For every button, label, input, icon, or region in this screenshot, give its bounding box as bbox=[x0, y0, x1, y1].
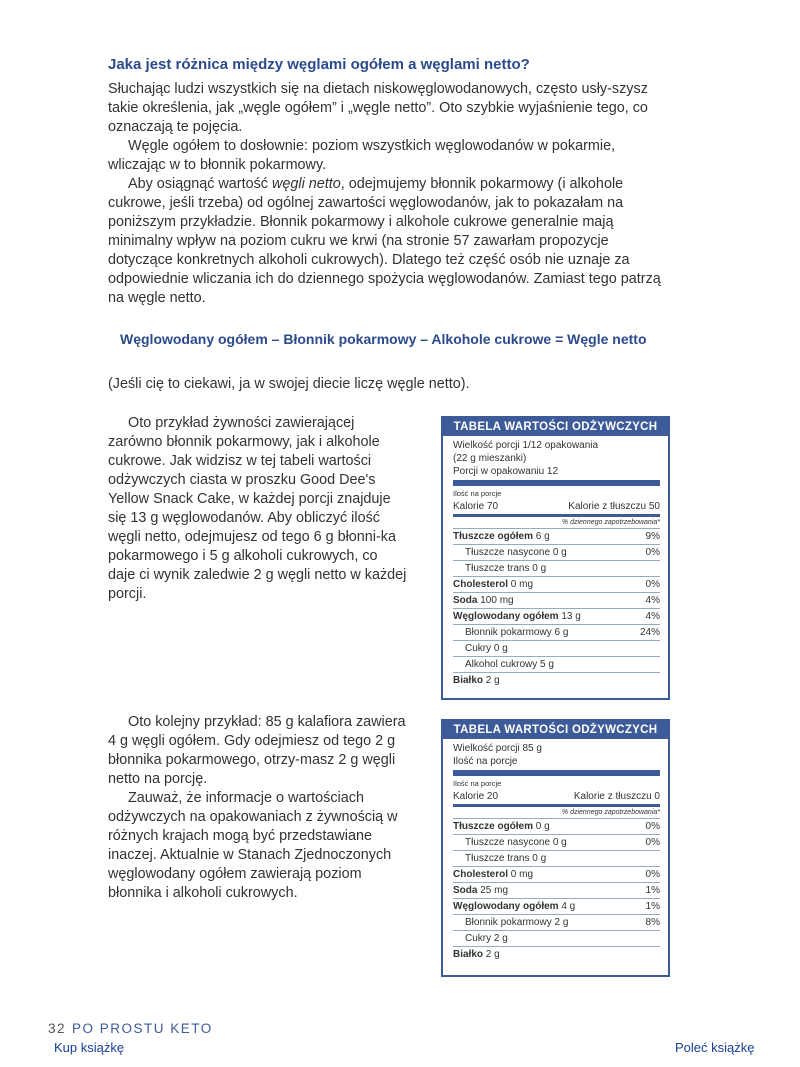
nutrient-label bbox=[453, 625, 568, 640]
nutrient-row bbox=[453, 883, 660, 899]
nutrient-amount: Cukry 2 g bbox=[465, 933, 508, 944]
nutrient-name: Białko bbox=[453, 675, 484, 686]
nutrition-table-2 bbox=[441, 719, 670, 977]
nutrient-daily-value: 24% bbox=[639, 627, 660, 638]
nutrient-row bbox=[453, 545, 660, 561]
nutrient-daily-value: 4% bbox=[645, 611, 660, 622]
example-2-paragraph-2: Zauważ, że informacje o wartościach odżywczych na opakowaniach z żywnością w różnych krajach mogą być przedstawiane inaczej. Aktualnie w Stanach Zjednoczonych węglowodany ogółem zawierają poziom błonnika i alkoholi cukrowych. bbox=[108, 790, 398, 901]
nutrient-daily-value: 0% bbox=[645, 579, 660, 590]
nutrient-name: Białko bbox=[453, 949, 484, 960]
nutrient-row bbox=[453, 577, 660, 593]
nutrient-name: Soda bbox=[453, 595, 478, 606]
nutrient-name: Cholesterol bbox=[453, 869, 509, 880]
nutrient-amount: 4 g bbox=[558, 901, 576, 912]
author-note: (Jeśli cię to ciekawi, ja w swojej diecie liczę węgle netto). bbox=[108, 376, 470, 392]
calories: Kalorie 20 bbox=[453, 791, 499, 802]
calories-row bbox=[453, 499, 660, 517]
nutrient-label bbox=[453, 673, 500, 688]
nutrient-amount: Tłuszcze trans 0 g bbox=[465, 563, 547, 574]
recommend-book-link[interactable]: Poleć książkę bbox=[675, 1040, 755, 1055]
nutrient-daily-value: 0% bbox=[645, 869, 660, 880]
example-1-text bbox=[108, 414, 408, 604]
nutrition-table-title: TABELA WARTOŚCI ODŻYWCZYCH bbox=[443, 721, 668, 739]
nutrient-label bbox=[453, 609, 581, 624]
nutrient-daily-value: 0% bbox=[645, 821, 660, 832]
nutrient-name: Tłuszcze ogółem bbox=[453, 821, 534, 832]
nutrition-table-title: TABELA WARTOŚCI ODŻYWCZYCH bbox=[443, 418, 668, 436]
intro-p3-emphasis: węgli netto bbox=[271, 176, 341, 192]
nutrient-daily-value: 8% bbox=[645, 917, 660, 928]
nutrient-row bbox=[453, 673, 660, 688]
nutrient-label bbox=[453, 867, 533, 882]
nutrient-row bbox=[453, 899, 660, 915]
nutrient-label bbox=[453, 851, 546, 866]
serving-size bbox=[453, 739, 660, 768]
nutrient-daily-value: 1% bbox=[645, 901, 660, 912]
nutrient-amount: 100 mg bbox=[477, 595, 514, 606]
nutrient-daily-value: 4% bbox=[645, 595, 660, 606]
nutrient-name: Tłuszcze ogółem bbox=[453, 531, 534, 542]
example-1-paragraph: Oto przykład żywności zawierającej zarówno błonnik pokarmowy, jak i alkohole cukrowe. Jak widzisz w tej tabeli wartości odżywczych ciasta w proszku Good Dee's Yellow Snack Cake, w każdej porcji znajduje się 13 g węglowodanów. Aby obliczyć ilość węgli netto, odejmujesz od tego 6 g błonni-ka pokarmowego i 5 g alkoholi cukrowych, co daje ci wynik zaledwie 2 g węgli netto w każdej porcji. bbox=[108, 415, 407, 602]
nutrient-amount: Alkohol cukrowy 5 g bbox=[465, 659, 554, 670]
nutrient-row bbox=[453, 931, 660, 947]
nutrient-label bbox=[453, 561, 546, 576]
nutrient-amount: 0 g bbox=[533, 821, 550, 832]
buy-book-link[interactable]: Kup książkę bbox=[54, 1040, 125, 1055]
nutrient-label bbox=[453, 819, 550, 834]
nutrient-label bbox=[453, 577, 533, 592]
divider bbox=[453, 770, 660, 776]
net-carbs-formula: Węglowodany ogółem – Błonnik pokarmowy – Alkohole cukrowe = Węgle netto bbox=[120, 331, 647, 347]
nutrient-label bbox=[453, 899, 575, 914]
nutrient-row bbox=[453, 915, 660, 931]
nutrient-amount: 2 g bbox=[483, 675, 500, 686]
nutrient-label bbox=[453, 835, 567, 850]
nutrient-label bbox=[453, 931, 508, 946]
daily-value-label: % dziennego zapotrzebowania* bbox=[561, 809, 660, 816]
nutrient-amount: Tłuszcze trans 0 g bbox=[465, 853, 547, 864]
intro-paragraph-2: Węgle ogółem to dosłownie: poziom wszystkich węglowodanów w pokarmie, wliczając w to błonnik pokarmowy. bbox=[108, 138, 616, 173]
nutrient-row bbox=[453, 835, 660, 851]
nutrient-label bbox=[453, 529, 550, 544]
nutrient-amount: 2 g bbox=[483, 949, 500, 960]
nutrient-daily-value: 0% bbox=[645, 547, 660, 558]
nutrient-label bbox=[453, 947, 500, 962]
nutrient-amount: 6 g bbox=[533, 531, 550, 542]
daily-value-header bbox=[453, 517, 660, 529]
nutrient-name: Cholesterol bbox=[453, 579, 509, 590]
nutrient-row bbox=[453, 593, 660, 609]
daily-value-header bbox=[453, 807, 660, 819]
nutrient-row bbox=[453, 657, 660, 673]
nutrient-amount: 13 g bbox=[558, 611, 581, 622]
intro-paragraph-3 bbox=[108, 175, 668, 308]
nutrient-amount: 0 mg bbox=[508, 869, 534, 880]
nutrient-rows bbox=[453, 529, 660, 688]
nutrient-name: Soda bbox=[453, 885, 478, 896]
serving-size-line-2: (22 g mieszanki) bbox=[453, 453, 527, 464]
nutrient-amount: Błonnik pokarmowy 6 g bbox=[465, 627, 569, 638]
intro-p3-start: Aby osiągnąć wartość bbox=[128, 176, 272, 192]
amount-per-serving: Ilość na porcje bbox=[453, 779, 502, 788]
calories-row bbox=[453, 789, 660, 807]
intro-text bbox=[108, 80, 668, 308]
nutrient-name: Węglowodany ogółem bbox=[453, 901, 559, 912]
example-2-paragraph-1: Oto kolejny przykład: 85 g kalafiora zawiera 4 g węgli ogółem. Gdy odejmiesz od tego 2 g błonnika pokarmowego, otrzy-masz 2 g węgli netto na porcję. bbox=[108, 714, 406, 787]
nutrient-rows bbox=[453, 819, 660, 962]
nutrient-row bbox=[453, 609, 660, 625]
servings-per-container: Porcji w opakowaniu 12 bbox=[453, 466, 559, 477]
nutrient-row bbox=[453, 851, 660, 867]
nutrient-label bbox=[453, 657, 554, 672]
nutrient-row bbox=[453, 867, 660, 883]
calories-from-fat: Kalorie z tłuszczu 50 bbox=[568, 501, 660, 512]
intro-p3-rest: , odejmujemy błonnik pokarmowy (i alkohole cukrowe, jeśli trzeba) od ogólnej zawartości węglowodanów, jak to pokazałam na poniższym przykładzie. Błonnik pokarmowy i alkohole cukrowe generalnie mają minimalny wpływ na poziom cukru we krwi (na stronie 57 zawarłam propozycje dotyczące konkretnych alkoholi cukrowych). Dlatego też część osób nie uznaje za odpowiednie wliczania ich do dziennego spożycia węglowodanów. Zamiast tego patrzą na węgle netto. bbox=[108, 176, 661, 306]
divider bbox=[453, 480, 660, 486]
nutrient-label bbox=[453, 593, 514, 608]
nutrient-label bbox=[453, 641, 508, 656]
amount-per-serving: Ilość na porcje bbox=[453, 489, 502, 498]
nutrient-amount: Cukry 0 g bbox=[465, 643, 508, 654]
nutrient-label bbox=[453, 915, 568, 930]
nutrient-label bbox=[453, 883, 508, 898]
servings-per-container: Ilość na porcje bbox=[453, 756, 518, 767]
nutrient-row bbox=[453, 529, 660, 545]
nutrient-amount: 0 mg bbox=[508, 579, 534, 590]
calories-from-fat: Kalorie z tłuszczu 0 bbox=[573, 791, 660, 802]
nutrient-amount: Błonnik pokarmowy 2 g bbox=[465, 917, 569, 928]
nutrient-row bbox=[453, 625, 660, 641]
section-heading: Jaka jest różnica między węglami ogółem a węglami netto? bbox=[108, 56, 530, 73]
nutrient-row bbox=[453, 947, 660, 962]
nutrient-amount: Tłuszcze nasycone 0 g bbox=[465, 547, 567, 558]
page-footer bbox=[48, 1021, 213, 1036]
daily-value-label: % dziennego zapotrzebowania* bbox=[561, 519, 660, 526]
nutrition-table-1 bbox=[441, 416, 670, 700]
serving-size bbox=[453, 436, 660, 478]
nutrient-row bbox=[453, 819, 660, 835]
book-title: PO PROSTU KETO bbox=[72, 1021, 213, 1036]
page-number: 32 bbox=[48, 1021, 67, 1036]
nutrient-daily-value: 1% bbox=[645, 885, 660, 896]
nutrient-daily-value: 9% bbox=[645, 531, 660, 542]
intro-paragraph-1: Słuchając ludzi wszystkich się na dietach niskowęglowodanowych, często usły-szysz takie określenia, jak „węgle ogółem” i „węgle netto”. Oto szybkie wyjaśnienie tego, co oznaczają te pojęcia. bbox=[108, 81, 648, 135]
nutrient-row bbox=[453, 641, 660, 657]
nutrient-amount: 25 mg bbox=[477, 885, 509, 896]
nutrient-name: Węglowodany ogółem bbox=[453, 611, 559, 622]
serving-size-line-1: Wielkość porcji 85 g bbox=[453, 743, 542, 754]
nutrient-amount: Tłuszcze nasycone 0 g bbox=[465, 837, 567, 848]
nutrient-row bbox=[453, 561, 660, 577]
nutrient-label bbox=[453, 545, 567, 560]
serving-size-line-1: Wielkość porcji 1/12 opakowania bbox=[453, 440, 599, 451]
calories: Kalorie 70 bbox=[453, 501, 499, 512]
nutrient-daily-value: 0% bbox=[645, 837, 660, 848]
example-2-text bbox=[108, 713, 408, 903]
